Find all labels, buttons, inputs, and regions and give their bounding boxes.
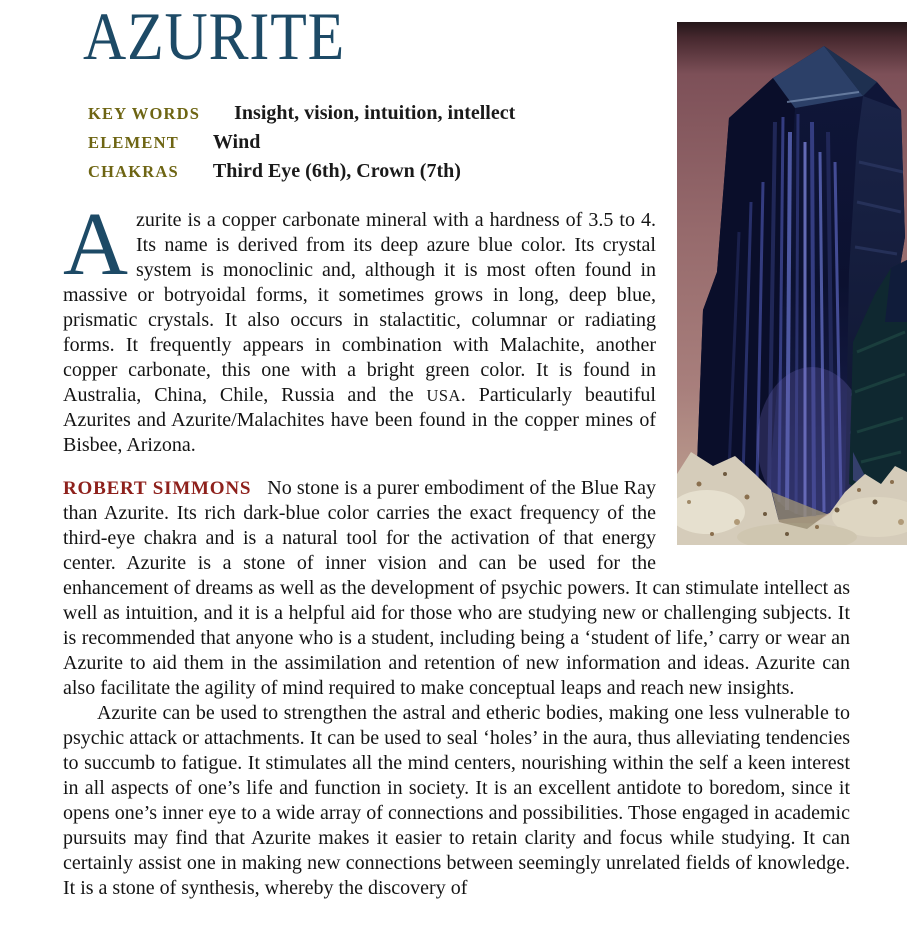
author-text: No stone is a purer embodiment of the Blue Ray than Azurite. Its rich dark-blue color carries the exact frequency of the third-eye chakra and is a natural tool for the activation of that energy center. Azurite is a stone of inner vision and can be used for the enhancement of dreams as well as the development of psychic powers. It can stimulate intellect as well as intuition, and it is a helpful aid for those who are studying new or challenging subjects. It is recommended that anyone who is a student, including being a ‘student of life,’ carry or wear an Azurite to aid them in the assimilation and retention of new information and ideas. Azurite can also facilitate the agility of mind required to make conceptual leaps and reach new insights. [63, 476, 850, 699]
keywords-label: KEY WORDS [88, 103, 201, 123]
drop-cap: A [63, 194, 128, 294]
body-paragraph-2: Azurite can be used to strengthen the astral and etheric bodies, making one less vulnerable to psychic attack or attachments. It can be used to seal ‘holes’ in the aura, thus alleviating tendencies to succumb to fatigue. It stimulates all the mind centers, nourishing within the self a keen interest in all aspects of one’s life and function in society. It is an excellent antidote to boredom, since it opens one’s inner eye to a wide array of connections and possibilities. Those engaged in academic pursuits may find that Azurite makes it easier to retain clarity and focus while studying. It can certainly assist one in making new connections between seemingly unrelated fields of knowledge. It is a stone of synthesis, whereby the discovery of [63, 701, 850, 899]
azurite-photo-graphic [677, 22, 907, 545]
keywords-value: Insight, vision, intuition, intellect [234, 101, 516, 124]
chakras-label: CHAKRAS [88, 161, 179, 181]
element-label: ELEMENT [88, 132, 179, 152]
attribute-row-keywords [88, 99, 656, 128]
intro-text-continued: . Particularly beautiful Azurites and Azurite/Malachites have been found in the copper mines of Bisbee, Arizona. [63, 383, 656, 456]
page-title: AZURITE [83, 0, 346, 74]
intro-text: zurite is a copper carbonate mineral with a hardness of 3.5 to 4. Its name is derived from its deep azure blue color. Its crystal system is monoclinic and, although it is most often found in massive or botryoidal forms, it sometimes grows in long, deep blue, prismatic crystals. It also occurs in stalactitic, columnar or radiating forms. It frequently appears in combination with Malachite, another copper carbonate, this one with a bright green color. It is found in Australia, China, Chile, Russia and the [63, 208, 656, 406]
element-value: Wind [212, 130, 261, 153]
attribute-row-chakras [88, 157, 656, 186]
author-heading: ROBERT SIMMONS [63, 477, 252, 499]
chakras-value: Third Eye (6th), Crown (7th) [212, 159, 461, 182]
usa-smallcaps: USA [426, 385, 461, 405]
azurite-photo [677, 22, 907, 545]
attribute-row-element [88, 128, 656, 157]
